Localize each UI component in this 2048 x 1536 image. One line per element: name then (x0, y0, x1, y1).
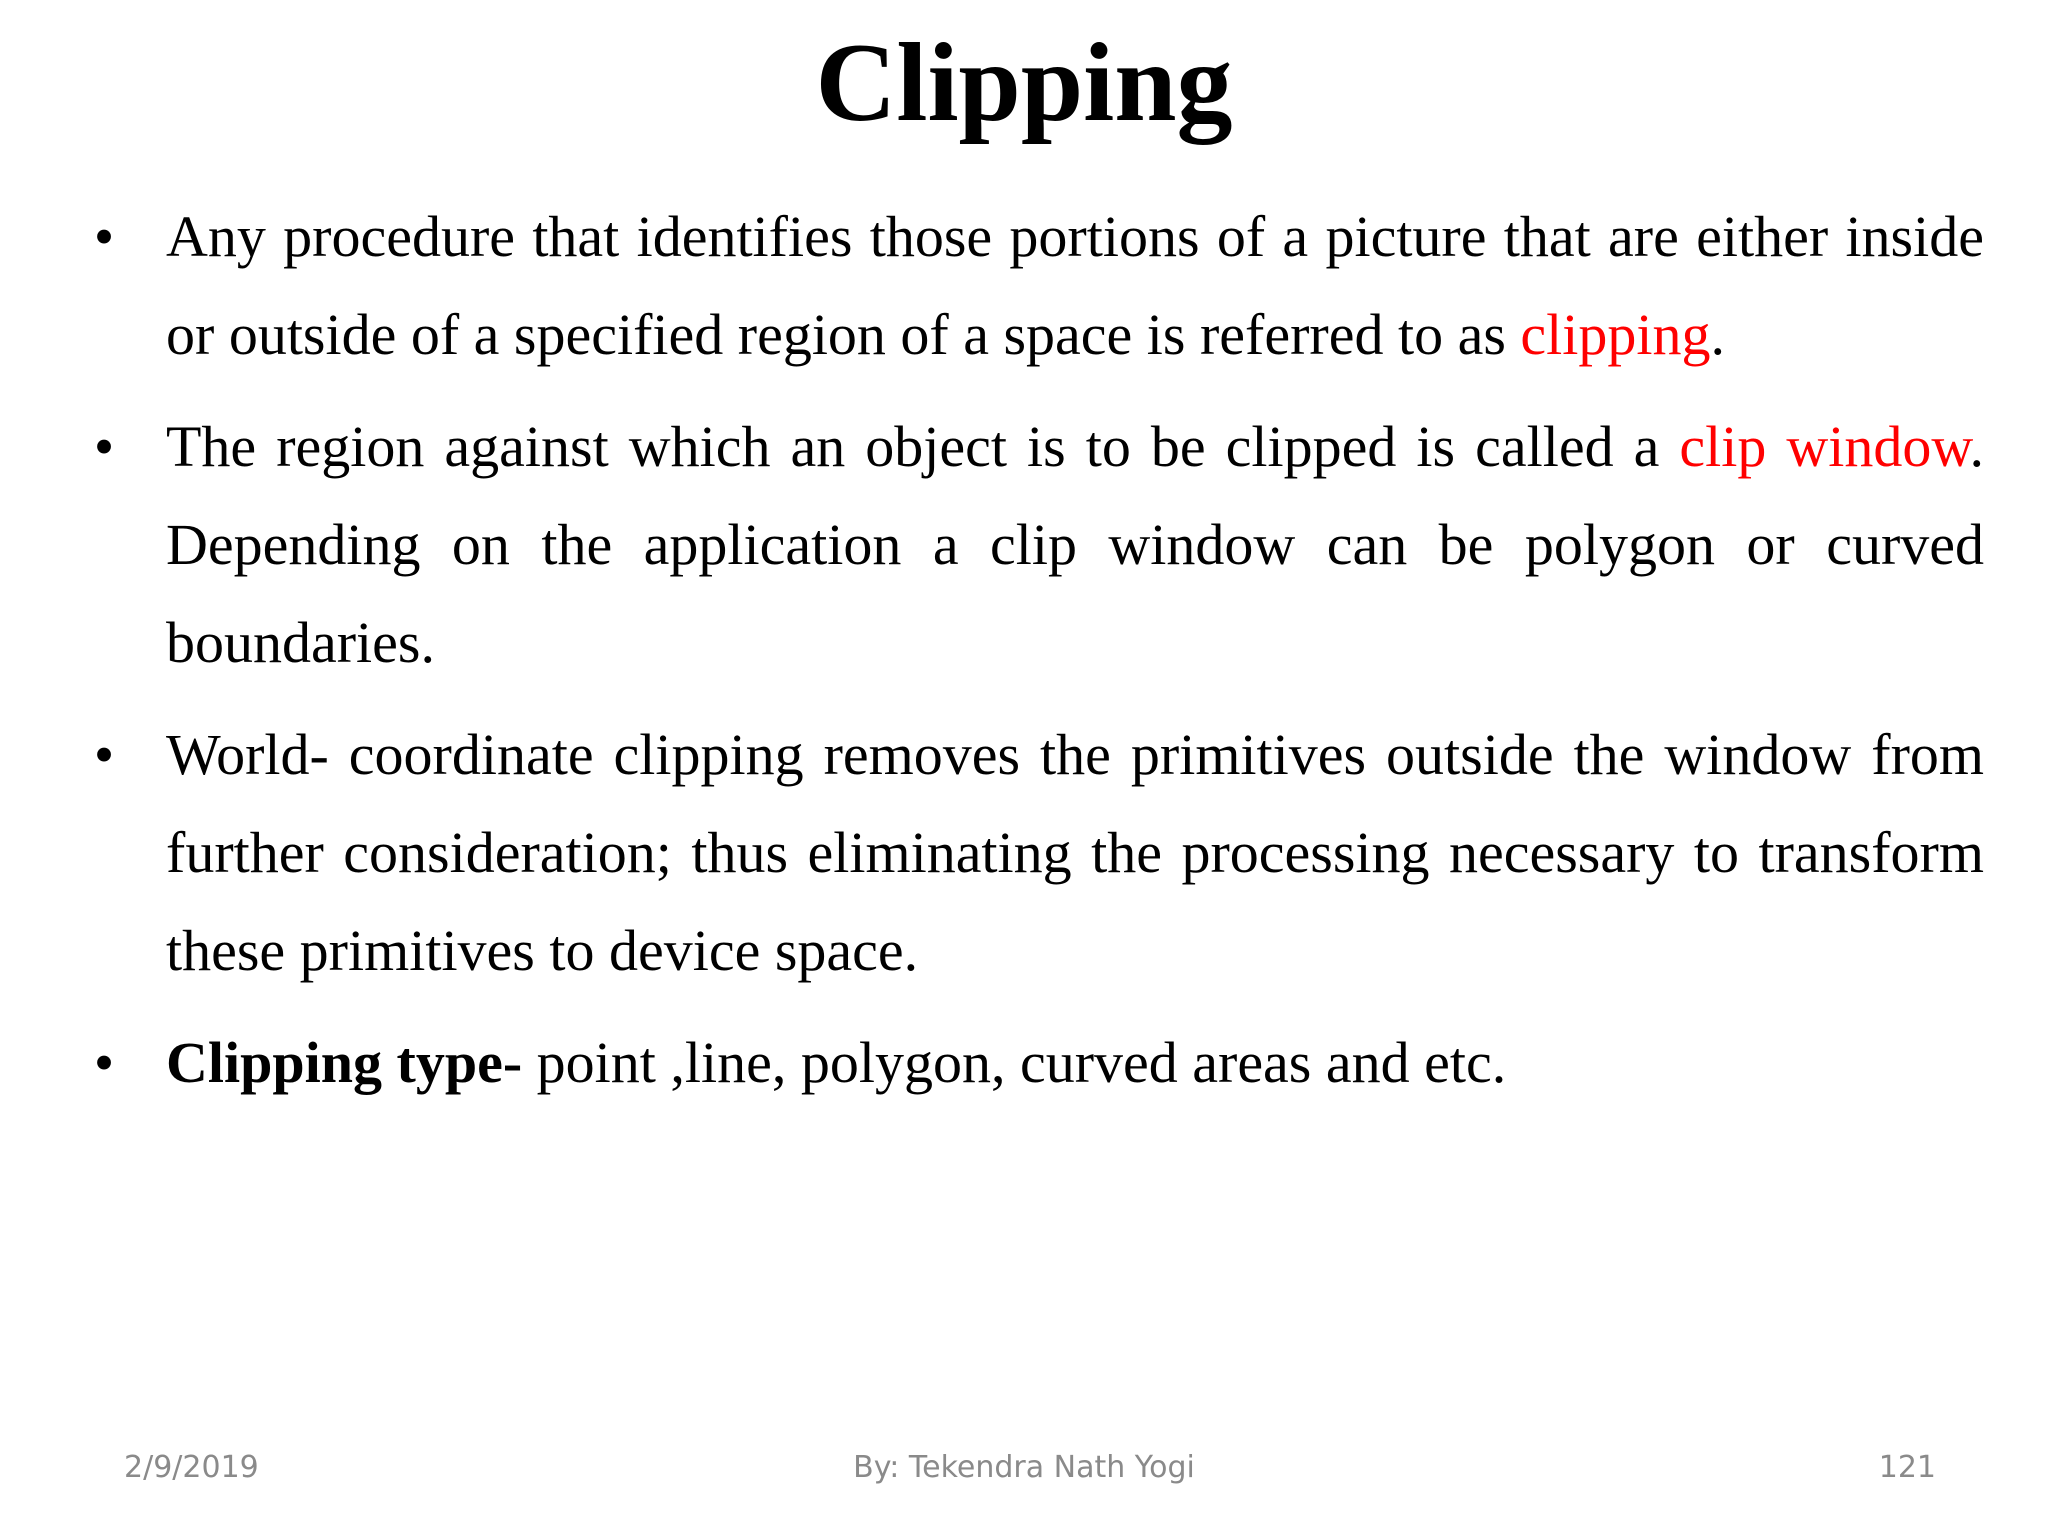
bullet-icon: • (93, 1030, 115, 1095)
footer-page-number: 121 (1878, 1450, 1936, 1485)
bullet-text-part: World- coordinate clipping removes the primitives outside the window from further consideration; thus eliminating the processing necessary to transform these primitives to device space. (166, 722, 1984, 983)
bold-term: Clipping type- (166, 1030, 523, 1095)
bullet-icon: • (93, 414, 115, 479)
bullet-text (166, 398, 1984, 692)
bullet-item (84, 706, 1984, 1000)
bullet-text-part: point ,line, polygon, curved areas and etc. (522, 1030, 1507, 1095)
bullet-item (84, 188, 1984, 384)
bullet-text-part: . Depending on the application a clip window can be polygon or curved boundaries. (166, 414, 1984, 675)
bullet-text (166, 706, 1984, 1000)
bullet-icon: • (93, 204, 115, 269)
bullet-text-part: Any procedure that identifies those portions of a picture that are either inside or outside of a specified region of a space is referred to as (166, 204, 1984, 367)
bullet-text (166, 188, 1984, 384)
bullet-item (84, 398, 1984, 692)
bullet-item (84, 1014, 1984, 1112)
footer-date: 2/9/2019 (124, 1450, 259, 1485)
highlight-term: clip window (1679, 414, 1970, 479)
footer-author: By: Tekendra Nath Yogi (853, 1450, 1195, 1485)
bullet-text (166, 1014, 1984, 1112)
bullet-text-part: . (1710, 302, 1725, 367)
bullet-text-part: The region against which an object is to be clipped is called a (166, 414, 1680, 479)
slide-title: Clipping (815, 21, 1233, 145)
bullet-list (84, 188, 1984, 1126)
highlight-term: clipping (1520, 302, 1711, 367)
bullet-icon: • (93, 722, 115, 787)
